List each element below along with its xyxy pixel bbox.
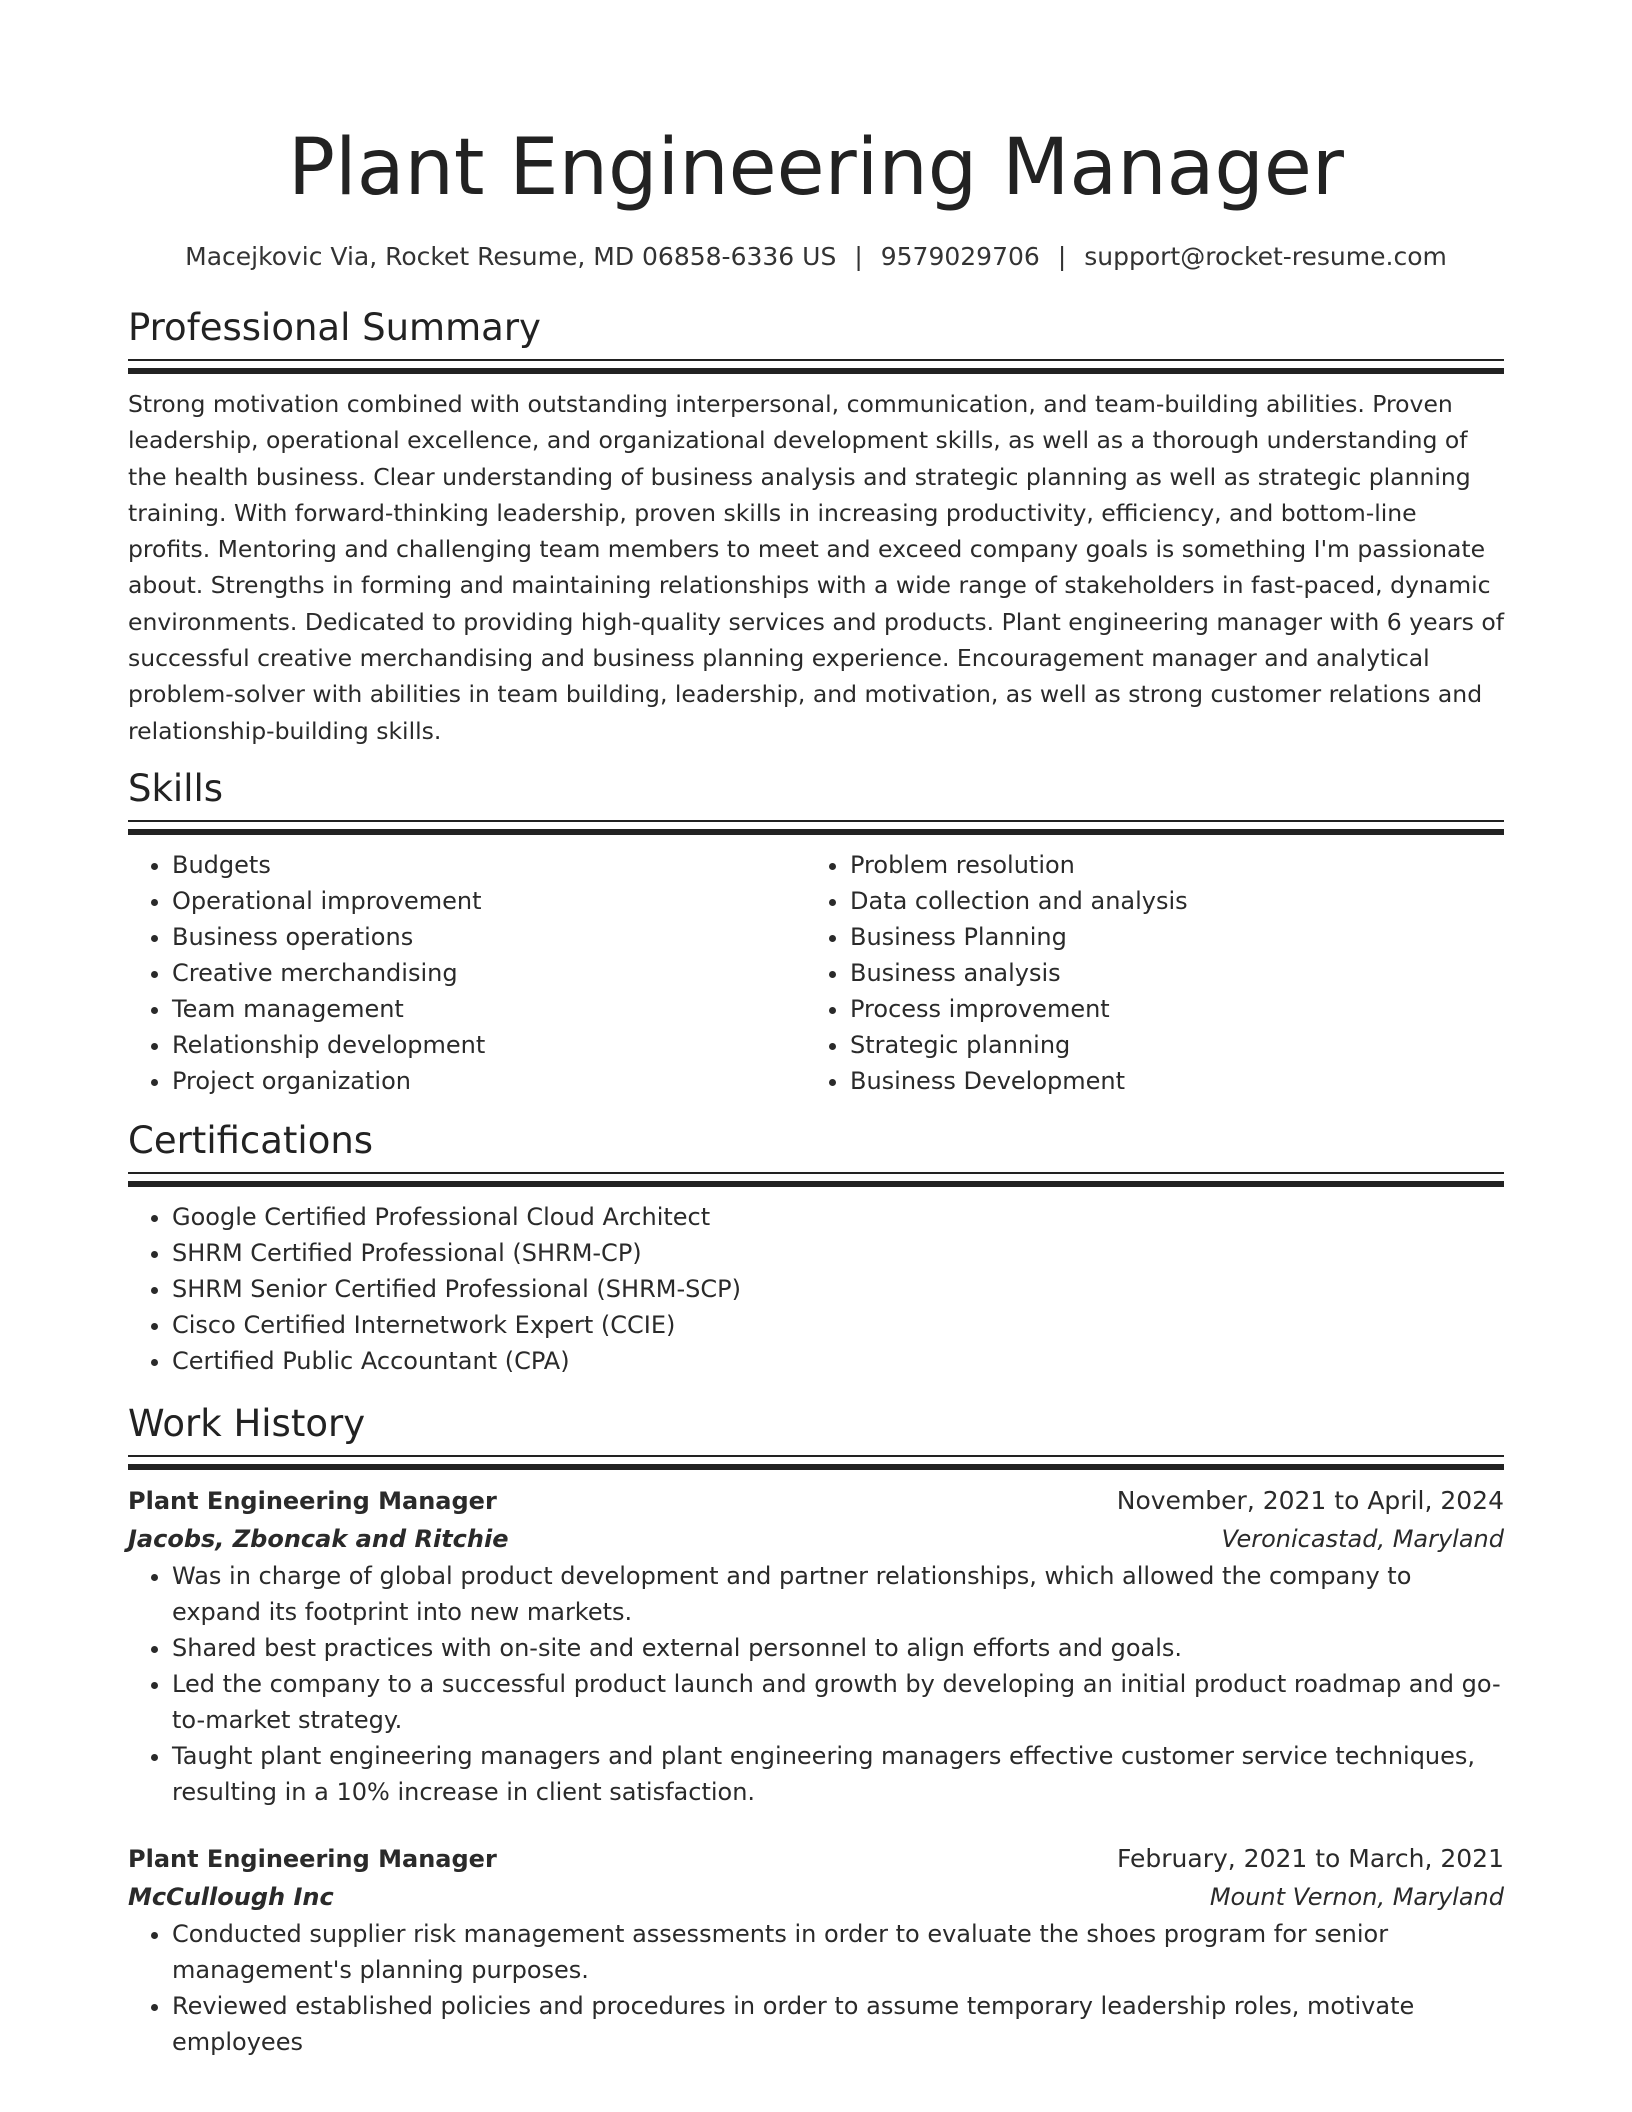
job-location: Veronicastad, Maryland — [1221, 1524, 1504, 1553]
work-history-heading: Work History — [128, 1401, 366, 1445]
skill-item: • Data collection and analysis — [850, 883, 1484, 919]
job-entry — [128, 1482, 1504, 1810]
skill-item: • Relationship development — [172, 1027, 806, 1063]
certification-item: • SHRM Certified Professional (SHRM-CP) — [172, 1235, 1504, 1271]
job-company: McCullough Inc — [128, 1882, 334, 1911]
section-divider — [128, 359, 1504, 374]
skill-item: • Business operations — [172, 919, 806, 955]
job-dates: February, 2021 to March, 2021 — [1116, 1843, 1504, 1873]
job-title: Plant Engineering Manager — [128, 1486, 497, 1515]
skill-item: • Operational improvement — [172, 883, 806, 919]
job-location: Mount Vernon, Maryland — [1209, 1882, 1504, 1911]
summary-section — [128, 305, 1504, 749]
job-header-row — [128, 1840, 1504, 1878]
skill-item: • Business analysis — [850, 955, 1484, 991]
job-entry — [128, 1840, 1504, 2060]
contact-line — [128, 240, 1504, 274]
work-history-section — [128, 1401, 1504, 2060]
certification-item: • SHRM Senior Certified Professional (SHRM-SCP) — [172, 1271, 1504, 1307]
skill-item: • Project organization — [172, 1063, 806, 1099]
contact-phone[interactable]: 9579029706 — [880, 242, 1040, 271]
contact-separator: | — [854, 242, 863, 271]
skill-item: • Problem resolution — [850, 847, 1484, 883]
summary-heading: Professional Summary — [128, 306, 541, 349]
job-header-row — [128, 1482, 1504, 1520]
resume-page — [128, 0, 1504, 2090]
skill-item: • Business Planning — [850, 919, 1484, 955]
skill-item: • Business Development — [850, 1063, 1484, 1099]
job-company: Jacobs, Zboncak and Ritchie — [128, 1524, 509, 1553]
skills-section — [128, 766, 1504, 1099]
job-dates: November, 2021 to April, 2024 — [1116, 1485, 1504, 1515]
skill-item: • Budgets — [172, 847, 806, 883]
section-divider — [128, 1455, 1504, 1470]
job-bullet-list — [128, 1558, 1504, 1810]
job-bullet: • Shared best practices with on-site and external personnel to align efforts and goals. — [172, 1630, 1504, 1666]
contact-separator: | — [1057, 242, 1067, 271]
job-subheader-row — [128, 1520, 1504, 1558]
skills-column-right — [806, 847, 1484, 1099]
job-bullet: • Reviewed established policies and procedures in order to assume temporary leadership roles, motivate employees — [172, 1988, 1504, 2060]
certifications-section — [128, 1118, 1504, 1379]
skills-list-left — [128, 847, 806, 1099]
contact-address: Macejkovic Via, Rocket Resume, MD 06858-6336 US — [185, 242, 837, 271]
skills-heading: Skills — [128, 766, 224, 810]
skill-item: • Creative merchandising — [172, 955, 806, 991]
certification-item: • Certified Public Accountant (CPA) — [172, 1343, 1504, 1379]
skills-column-left — [128, 847, 806, 1099]
job-subheader-row — [128, 1878, 1504, 1916]
section-divider — [128, 820, 1504, 835]
job-bullet: • Conducted supplier risk management assessments in order to evaluate the shoes program for senior management's planning purposes. — [172, 1916, 1504, 1988]
job-bullet: • Led the company to a successful product launch and growth by developing an initial product roadmap and go-to-market strategy. — [172, 1666, 1504, 1738]
contact-email[interactable]: support@rocket-resume.com — [1084, 242, 1447, 271]
resume-name-title: Plant Engineering Manager — [287, 123, 1344, 213]
skills-list-right — [806, 847, 1484, 1099]
certifications-list — [128, 1199, 1504, 1379]
job-bullet-list — [128, 1916, 1504, 2060]
summary-text: Strong motivation combined with outstanding interpersonal, communication, and team-building abilities. Proven leadership, operational excellence, and organizational development skills, as well as a thorough understanding of the health business. Clear understanding of business analysis and strategic planning as well as strategic planning training. With forward-thinking leadership, proven skills in increasing productivity, efficiency, and bottom-line profits. Mentoring and challenging team members to meet and exceed company goals is something I'm passionate about. Strengths in forming and maintaining relationships with a wide range of stakeholders in fast-paced, dynamic environments. Dedicated to providing high-quality services and products. Plant engineering manager with 6 years of successful creative merchandising and business planning experience. Encouragement manager and analytical problem-solver with abilities in team building, leadership, and motivation, as well as strong customer relations and relationship-building skills. — [128, 390, 1505, 745]
job-bullet: • Was in charge of global product development and partner relationships, which allowed the company to expand its footprint into new markets. — [172, 1558, 1504, 1630]
skills-columns — [128, 847, 1504, 1099]
section-divider — [128, 1172, 1504, 1187]
skill-item: • Team management — [172, 991, 806, 1027]
skill-item: • Strategic planning — [850, 1027, 1484, 1063]
job-title: Plant Engineering Manager — [128, 1844, 497, 1873]
job-bullet: • Taught plant engineering managers and plant engineering managers effective customer service techniques, resulting in a 10% increase in client satisfaction. — [172, 1738, 1504, 1810]
certification-item: • Cisco Certified Internetwork Expert (CCIE) — [172, 1307, 1504, 1343]
certification-item: • Google Certified Professional Cloud Architect — [172, 1199, 1504, 1235]
skill-item: • Process improvement — [850, 991, 1484, 1027]
certifications-heading: Certifications — [128, 1118, 374, 1162]
